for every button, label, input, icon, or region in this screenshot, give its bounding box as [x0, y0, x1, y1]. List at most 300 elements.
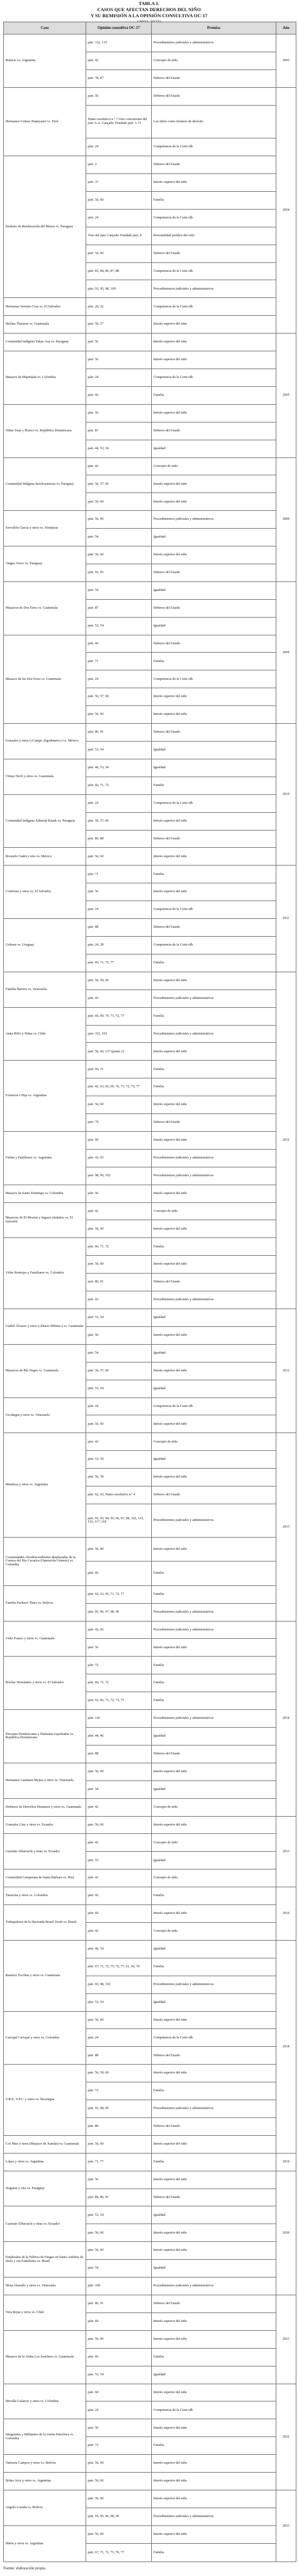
- opinion-cell: párr. 79: [86, 1114, 152, 1132]
- table-row: [4, 1007, 296, 1025]
- premisa-cell: Procedimientos judiciales y administrativos: [152, 1603, 276, 1621]
- opinion-cell: párr. 66: [86, 2348, 152, 2366]
- premisa-cell: Interés superior del niño: [152, 493, 276, 511]
- premisa-cell: Interés superior del niño: [152, 174, 276, 192]
- case-name-cell: Ramírez Escobar y otros vs. Guatemala: [4, 1940, 86, 2011]
- table-row: [4, 1834, 296, 1852]
- opinion-cell: párr. 42: [86, 1834, 152, 1852]
- case-name-cell: María y otros vs. Argentina: [4, 2525, 86, 2562]
- opinion-cell: párr. 66: [86, 1561, 152, 1586]
- opinion-cell: párr. 109: [86, 2277, 152, 2295]
- opinion-cell: párr. 60: [86, 1131, 152, 1149]
- opinion-cell: párr. 44, 53, 54: [86, 440, 152, 457]
- opinion-cell: párr. 87: [86, 599, 152, 617]
- premisa-cell: Familia: [152, 386, 276, 404]
- premisa-cell: Interés superior del niño: [152, 2473, 276, 2490]
- header-caso: Caso: [4, 22, 86, 34]
- premisa-cell: Competencia de la Corte idh: [152, 936, 276, 954]
- title-line-2: CASOS QUE AFECTAN DERECHOS DEL NIÑO: [97, 7, 201, 12]
- premisa-cell: Competencia de la Corte idh: [152, 1398, 276, 1415]
- premisa-cell: Familia: [152, 954, 276, 972]
- opinion-cell: párr. 84, 86, 91: [86, 2189, 152, 2206]
- case-name-cell: Niñas Yean y Bosico vs. República Dominicana: [4, 404, 86, 457]
- premisa-cell: Interés superior del niño: [152, 1537, 276, 1561]
- premisa-cell: Interés superior del niño: [152, 972, 276, 989]
- opinion-cell: párr. 60: [86, 2384, 152, 2401]
- premisa-cell: Concepto de niño: [152, 52, 276, 69]
- opinion-cell: párr. 56, 60: [86, 1537, 152, 1561]
- case-name-cell: Personas Dominicanas y Haitianas expulsadas vs. República Dominicana: [4, 1710, 86, 1763]
- opinion-cell: párr. 66: [86, 1887, 152, 1905]
- year-cell: 2021: [276, 2295, 296, 2384]
- case-name-cell: Molina Theissen vs. Guatemala: [4, 316, 86, 334]
- premisa-cell: Deberes del Estado: [152, 2047, 276, 2065]
- opinion-cell: párr. 78, 87: [86, 69, 152, 87]
- year-cell: 2006: [276, 457, 296, 581]
- case-name-cell: Gonzales y otros («Campo Algodonero») vs. México: [4, 724, 86, 759]
- opinion-cell: párr. 42: [86, 457, 152, 475]
- case-name-cell: Masacres de Río Negro vs. Guatemala: [4, 1344, 86, 1398]
- premisa-cell: Familia: [152, 1238, 276, 1256]
- opinion-cell: párr. 56, 60: [86, 1220, 152, 1238]
- premisa-cell: Interés superior del niño: [152, 334, 276, 351]
- premisa-cell: Interés superior del niño: [152, 2224, 276, 2242]
- opinion-cell: párr. 53: [86, 1852, 152, 1869]
- case-name-cell: Atala Riffo y Niñas vs. Chile: [4, 1007, 86, 1061]
- case-name-cell: Furlan y Familiares vs. Argentina: [4, 1131, 86, 1185]
- case-name-cell: Chitay Nech y otros vs. Guatemala: [4, 759, 86, 794]
- case-name-cell: Vélez Restrepo y Familiares vs. Colombia: [4, 1238, 86, 1309]
- opinion-cell: párr. 46, 54: [86, 1940, 152, 1958]
- table-row: [4, 1433, 296, 1451]
- premisa-cell: Deberes del Estado: [152, 599, 276, 617]
- premisa-cell: Deberes del Estado: [152, 830, 276, 848]
- opinion-cell: párr. 56, 60: [86, 1816, 152, 1834]
- premisa-cell: Procedimientos judiciales y administrativos: [152, 1976, 276, 1993]
- opinion-cell: párr. 2: [86, 156, 152, 174]
- opinion-cell: párr. 56, 57, 60: [86, 688, 152, 706]
- premisa-cell: Procedimientos judiciales y administrativos: [152, 989, 276, 1007]
- premisa-cell: Deberes del Estado: [152, 69, 276, 87]
- premisa-cell: Familia: [152, 777, 276, 794]
- premisa-cell: Procedimientos judiciales y administrativos: [152, 511, 276, 529]
- case-name-cell: Masacre de las Dos Erres vs. Guatemala: [4, 635, 86, 724]
- premisa-cell: Igualdad: [152, 1852, 276, 1869]
- opinion-cell: párr. 53, 54: [86, 1993, 152, 2011]
- premisa-cell: Personalidad jurídica del niño: [152, 227, 276, 245]
- premisa-cell: Deberes del Estado: [152, 1274, 276, 1291]
- case-name-cell: Uzcátegui y otros vs. Venezuela: [4, 1398, 86, 1433]
- year-cell: 2016: [276, 1887, 296, 1941]
- premisa-cell: Procedimientos judiciales y administrativos: [152, 1291, 276, 1309]
- year-cell: 2014: [276, 1621, 296, 1816]
- year-cell: 2020: [276, 2171, 296, 2295]
- case-name-cell: Comunidad Indígena Xákmok Kásek vs. Paraguay: [4, 794, 86, 848]
- case-name-cell: Instituto de Reeducación del Menor vs. Paraguay: [4, 156, 86, 298]
- premisa-cell: Concepto de niño: [152, 1922, 276, 1940]
- opinion-cell: párr. 42: [86, 1202, 152, 1220]
- case-name-cell: Rochac Hernández y otros vs. El Salvador: [4, 1657, 86, 1710]
- opinion-cell: párr. 24: [86, 209, 152, 227]
- premisa-cell: Igualdad: [152, 2206, 276, 2224]
- opinion-cell: párr. 54: [86, 1344, 152, 1362]
- table-row: [4, 1131, 296, 1149]
- premisa-cell: Competencia de la Corte idh: [152, 2029, 276, 2047]
- premisa-cell: Competencia de la Corte idh: [152, 138, 276, 156]
- opinion-cell: párr. 42: [86, 1798, 152, 1816]
- year-cell: 2003: [276, 34, 296, 88]
- opinion-cell: párr. 88: [86, 919, 152, 937]
- premisa-cell: Igualdad: [152, 2366, 276, 2384]
- premisa-cell: Familia: [152, 2348, 276, 2366]
- table-row: [4, 2455, 296, 2473]
- case-name-cell: Masacres de Dos Erres vs. Guatemala: [4, 581, 86, 635]
- table-row: [4, 2153, 296, 2171]
- year-cell: 2010: [276, 724, 296, 866]
- opinion-cell: párr. 93: [86, 989, 152, 1007]
- opinion-cell: párr. 56, 60: [86, 2490, 152, 2508]
- opinion-cell: párr. 56, 60: [86, 1256, 152, 1274]
- premisa-cell: Interés superior del niño: [152, 1905, 276, 1923]
- opinion-cell: párr. 56, 60: [86, 2242, 152, 2260]
- opinion-cell: párr. 66, 71, 72: [86, 1238, 152, 1256]
- table-row: [4, 1869, 296, 1887]
- year-cell: 2022: [276, 2384, 296, 2490]
- premisa-cell: Familia: [152, 1585, 276, 1603]
- opinion-cell: párr. 56, 60: [86, 1096, 152, 1114]
- year-cell: 2005: [276, 334, 296, 457]
- premisa-cell: Concepto de niño: [152, 1834, 276, 1852]
- opinion-cell: párr. 62, 63, 66, 71, 72, 77: [86, 1585, 152, 1603]
- table-row: [4, 546, 296, 564]
- opinion-cell: párr. 24: [86, 901, 152, 919]
- opinion-cell: párr. 66, 71, 72, 77: [86, 954, 152, 972]
- case-name-cell: Guzmán Albarracín y otras vs. Ecuador: [4, 2206, 86, 2242]
- premisa-cell: Familia: [152, 1958, 276, 1976]
- opinion-cell: párr. 56, 60: [86, 2330, 152, 2348]
- opinion-cell: párr. 37: [86, 174, 152, 192]
- premisa-cell: Concepto de niño: [152, 1798, 276, 1816]
- table-row: [4, 351, 296, 369]
- premisa-cell: Igualdad: [152, 1781, 276, 1798]
- premisa-cell: Igualdad: [152, 1344, 276, 1362]
- opinion-cell: párr. 56, 60: [86, 2455, 152, 2473]
- opinion-cell: párr. 53, 54: [86, 742, 152, 759]
- opinion-cell: párr. 53, 54: [86, 2206, 152, 2224]
- opinion-cell: párr. 62, 66, 71, 72, 73, 75: [86, 1692, 152, 1710]
- premisa-cell: Competencia de la Corte idh: [152, 2401, 276, 2419]
- year-cell: 2009: [276, 581, 296, 723]
- premisa-cell: Igualdad: [152, 529, 276, 546]
- opinion-cell: párr. 20, 22: [86, 298, 152, 316]
- premisa-cell: Interés superior del niño: [152, 688, 276, 706]
- table-row: [4, 848, 296, 866]
- opinion-cell: párr. 56, 57: [86, 316, 152, 334]
- premisa-cell: Igualdad: [152, 1451, 276, 1469]
- case-name-cell: Masacre de Mapiripán vs. Colombia: [4, 351, 86, 405]
- opinion-cell: párr. 67, 71, 72, 73, 76, 77: [86, 2543, 152, 2562]
- opinion-cell: párr. 56, 57, 60: [86, 475, 152, 493]
- table-row: [4, 1585, 296, 1603]
- premisa-cell: Deberes del Estado: [152, 724, 276, 742]
- premisa-cell: Deberes del Estado: [152, 1745, 276, 1763]
- case-name-cell: Bulacio vs. Argentina: [4, 34, 86, 88]
- case-name-cell: Brítez Arce y otros vs. Argentina: [4, 2473, 86, 2490]
- case-name-cell: Masacre de Santo Domingo vs. Colombia: [4, 1185, 86, 1202]
- opinion-cell: párr. 53, 54: [86, 1309, 152, 1327]
- opinion-cell: párr. 24, 28: [86, 936, 152, 954]
- opinion-cell: párr. 93, 95, 94, 95, 96, 97, 98, 102, 115, 116, 117, 118: [86, 1504, 152, 1537]
- premisa-cell: Interés superior del niño: [152, 2171, 276, 2189]
- premisa-cell: Interés superior del niño: [152, 2065, 276, 2082]
- case-name-cell: Guzmán Albarracín y otras vs. Ecuador: [4, 1834, 86, 1869]
- table-row: [4, 972, 296, 989]
- table-row: [4, 2206, 296, 2224]
- premisa-cell: Interés superior del niño: [152, 706, 276, 724]
- case-name-cell: Empleados de la Fábrica de Fuegos en Santo Antônio de Jesus y sus Familiares vs. Brasil: [4, 2242, 86, 2277]
- premisa-cell: Familia: [152, 2153, 276, 2171]
- opinion-cell: párr. 42: [86, 52, 152, 69]
- header-opinion: Opinión consultiva OC-17: [86, 22, 152, 34]
- opinion-cell: párr. 24: [86, 2029, 152, 2047]
- table-row: [4, 1309, 296, 1327]
- premisa-cell: Familia: [152, 1657, 276, 1674]
- case-name-cell: Gelman vs. Uruguay: [4, 919, 86, 972]
- opinion-cell: párr. 54: [86, 581, 152, 599]
- premisa-cell: Procedimientos judiciales y administrativos: [152, 1149, 276, 1167]
- opinion-cell: párr. 56: [86, 1639, 152, 1657]
- opinion-cell: Punto resolutivo n.º 1 Voto concurrente del juez A.A. Cançado Trindade párr. 1-71: [86, 105, 152, 138]
- opinion-cell: párr. 98, 99, 102: [86, 1167, 152, 1185]
- year-cell: 2012: [276, 972, 296, 1309]
- premisa-cell: Concepto de niño: [152, 1202, 276, 1220]
- premisa-cell: Competencia de la Corte idh: [152, 794, 276, 812]
- table-row: [4, 794, 296, 812]
- case-name-cell: Hermanas Serrano Cruz vs. El Salvador: [4, 298, 86, 316]
- case-name-cell: Movilla Galarcio y otros vs. Colombia: [4, 2384, 86, 2419]
- opinion-cell: párr. 83, 84, 86, 87, 88: [86, 262, 152, 280]
- table-row: [4, 298, 296, 316]
- table-row: [4, 404, 296, 422]
- table-row: [4, 2490, 296, 2508]
- opinion-cell: párr. 56, 60: [86, 191, 152, 209]
- opinion-cell: párr. 66: [86, 386, 152, 404]
- premisa-cell: Igualdad: [152, 742, 276, 759]
- opinion-cell: párr. 93, 95, 98, 109: [86, 280, 152, 298]
- case-name-cell: Angulo Losada vs. Bolivia: [4, 2490, 86, 2525]
- premisa-cell: Interés superior del niño: [152, 2313, 276, 2330]
- opinion-cell: párr. 53, 54: [86, 1380, 152, 1398]
- premisa-cell: Deberes del Estado: [152, 2189, 276, 2206]
- opinion-cell: párr. 56: [86, 334, 152, 351]
- premisa-cell: Procedimientos judiciales y administrativos: [152, 1167, 276, 1185]
- case-name-cell: Gonzales Lluy y otros vs. Ecuador: [4, 1816, 86, 1834]
- table-row: [4, 1398, 296, 1415]
- opinion-cell: párr. 56: [86, 2171, 152, 2189]
- table-row: [4, 2384, 296, 2401]
- case-name-cell: V.R.P., V.P.C. y otros vs. Nicaragua: [4, 2065, 86, 2136]
- case-name-cell: Hermanos Gómez Paquiyauri vs. Perú: [4, 87, 86, 156]
- premisa-cell: Procedimientos judiciales y administrativos: [152, 2100, 276, 2118]
- case-name-cell: Valencia Campos y otros vs. Bolivia: [4, 2455, 86, 2473]
- opinion-cell: párr. 87: [86, 422, 152, 440]
- opinion-cell: párr. 62, 63; Punto resolutivo n.º 4: [86, 1486, 152, 1504]
- table-row: [4, 1185, 296, 1202]
- premisa-cell: Deberes del Estado: [152, 422, 276, 440]
- opinion-cell: párr. 24: [86, 2401, 152, 2419]
- premisa-cell: Interés superior del niño: [152, 2384, 276, 2401]
- premisa-cell: Procedimientos judiciales y administrativos: [152, 2277, 276, 2295]
- opinion-cell: párr. 93: [86, 1291, 152, 1309]
- premisa-cell: Concepto de niño: [152, 1433, 276, 1451]
- table-row: [4, 2277, 296, 2295]
- premisa-cell: Deberes del Estado: [152, 564, 276, 581]
- premisa-cell: Interés superior del niño: [152, 1362, 276, 1380]
- premisa-cell: Interés superior del niño: [152, 883, 276, 901]
- opinion-cell: Voto del juez Cançado Trindade párr. 8: [86, 227, 152, 245]
- opinion-cell: párr. 42: [86, 1433, 152, 1451]
- case-name-cell: Véliz Franco y otros vs. Guatemala: [4, 1621, 86, 1657]
- case-name-cell: Gudiel Álvarez y otros («Diario Militar») vs. Guatemala: [4, 1309, 86, 1345]
- premisa-cell: Familia: [152, 2082, 276, 2100]
- opinion-cell: párr. 110: [86, 1710, 152, 1728]
- premisa-cell: Competencia de la Corte idh: [152, 670, 276, 688]
- opinion-cell: párr. 86: [86, 2117, 152, 2135]
- premisa-cell: Igualdad: [152, 1940, 276, 1958]
- premisa-cell: Los niños como titulares de derecho: [152, 105, 276, 138]
- premisa-cell: Interés superior del niño: [152, 2525, 276, 2543]
- opinion-cell: párr. 54: [86, 1781, 152, 1798]
- year-cell: 2004: [276, 87, 296, 333]
- table-row: [4, 1344, 296, 1362]
- premisa-cell: Interés superior del niño: [152, 2419, 276, 2437]
- opinion-cell: párr. 132, 133: [86, 34, 152, 52]
- case-name-cell: Servellón García y otros vs. Honduras: [4, 511, 86, 546]
- opinion-cell: párr. 44, 46: [86, 1728, 152, 1745]
- case-name-cell: Rosendo Cantú y otra vs. México: [4, 848, 86, 866]
- table-row: [4, 2525, 296, 2543]
- case-name-cell: Carvajal Carvajal y otros vs. Colombia: [4, 2011, 86, 2065]
- table-row: [4, 1061, 296, 1078]
- year-cell: 2013: [276, 1433, 296, 1621]
- opinion-cell: párr. 56: [86, 883, 152, 901]
- opinion-cell: párr. 88: [86, 2047, 152, 2065]
- opinion-cell: párr. 54: [86, 529, 152, 546]
- table-row: [4, 1940, 296, 1958]
- table-row: [4, 2065, 296, 2082]
- title-line-3: Y SU REMISIÓN A LA OPINIÓN CONSULTIVA OC-17: [90, 13, 208, 18]
- premisa-cell: Competencia de la Corte idh: [152, 901, 276, 919]
- table-row: [4, 635, 296, 653]
- table-row: [4, 1816, 296, 1834]
- case-name-cell: Vargas Areco vs. Paraguay: [4, 546, 86, 582]
- case-name-cell: Comunidad Indígena Sawhoyamaxa vs. Paraguay: [4, 457, 86, 511]
- case-name-cell: Coc Max y otros (Masacre de Xamán) vs. Guatemala: [4, 2135, 86, 2153]
- table-row: [4, 34, 296, 52]
- table-row: [4, 334, 296, 351]
- premisa-cell: Interés superior del niño: [152, 475, 276, 493]
- opinion-cell: párr. 56, 60: [86, 2011, 152, 2029]
- opinion-cell: párr. 93, 98, 102: [86, 1976, 152, 1993]
- premisa-cell: Deberes del Estado: [152, 2295, 276, 2313]
- opinion-cell: párr. 46, 53, 54: [86, 759, 152, 777]
- premisa-cell: Deberes del Estado: [152, 1114, 276, 1132]
- premisa-cell: Deberes del Estado: [152, 919, 276, 937]
- opinion-cell: párr. 56, 60: [86, 245, 152, 262]
- case-name-cell: Mendoza y otros vs. Argentina: [4, 1433, 86, 1537]
- opinion-cell: párr. 53, 54: [86, 617, 152, 635]
- opinion-cell: párr. 66: [86, 635, 152, 653]
- premisa-cell: Interés superior del niño: [152, 404, 276, 422]
- table-row: [4, 511, 296, 529]
- opinion-cell: párr. 71: [86, 653, 152, 670]
- premisa-cell: Familia: [152, 2437, 276, 2455]
- premisa-cell: Deberes del Estado: [152, 156, 276, 174]
- table-row: [4, 581, 296, 599]
- opinion-cell: párr. 56: [86, 87, 152, 105]
- premisa-cell: Interés superior del niño: [152, 1131, 276, 1149]
- case-name-cell: Forneron e Hija vs. Argentina: [4, 1061, 86, 1132]
- table-row: [4, 457, 296, 475]
- opinion-cell: párr. 56, 60: [86, 2224, 152, 2242]
- table-row: [4, 2011, 296, 2029]
- opinion-cell: párr. 56, 60: [86, 706, 152, 724]
- premisa-cell: Igualdad: [152, 581, 276, 599]
- opinion-cell: párr. 56, 60: [86, 848, 152, 866]
- table-row: [4, 2330, 296, 2348]
- opinion-cell: párr. 24: [86, 1398, 152, 1415]
- header-premisa: Premisa: [152, 22, 276, 34]
- table-row: [4, 1887, 296, 1905]
- opinion-cell: párr. 86, 91: [86, 724, 152, 742]
- opinion-cell: párr. 56, 60: [86, 1763, 152, 1781]
- opinion-cell: párr. 86, 91: [86, 1274, 152, 1291]
- premisa-cell: Deberes del Estado: [152, 245, 276, 262]
- opinion-cell: párr. 24: [86, 138, 152, 156]
- case-name-cell: Vera Rojas y otros vs. Chile: [4, 2295, 86, 2331]
- premisa-cell: Interés superior del niño: [152, 2242, 276, 2260]
- table-row: [4, 2473, 296, 2490]
- opinion-cell: párr. 42, 63: [86, 1149, 152, 1167]
- premisa-cell: Procedimientos judiciales y administrativos: [152, 280, 276, 298]
- premisa-cell: Procedimientos judiciales y administrativos: [152, 34, 276, 52]
- opinion-cell: párr. 101, 102: [86, 1025, 152, 1043]
- premisa-cell: Competencia de la Corte idh: [152, 369, 276, 386]
- table-row: [4, 759, 296, 777]
- premisa-cell: Interés superior del niño: [152, 1469, 276, 1486]
- premisa-cell: Interés superior del niño: [152, 1639, 276, 1657]
- premisa-cell: Interés superior del niño: [152, 2011, 276, 2029]
- opinion-cell: párr. 56, 59, 60: [86, 2065, 152, 2082]
- premisa-cell: Familia: [152, 1061, 276, 1078]
- opinion-cell: párr. 56: [86, 1326, 152, 1344]
- opinion-cell: párr. 56, 57, 60: [86, 812, 152, 830]
- premisa-cell: Interés superior del niño: [152, 2135, 276, 2153]
- opinion-cell: párr. 93, 95: [86, 564, 152, 581]
- year-cell: 2023: [276, 2490, 296, 2562]
- premisa-cell: Deberes del Estado: [152, 1486, 276, 1504]
- premisa-cell: Igualdad: [152, 2260, 276, 2277]
- premisa-cell: Interés superior del niño: [152, 1763, 276, 1781]
- premisa-cell: Interés superior del niño: [152, 1220, 276, 1238]
- year-cell: 2019: [276, 2153, 296, 2171]
- opinion-cell: párr. 56, 60: [86, 546, 152, 564]
- premisa-cell: Interés superior del niño: [152, 2330, 276, 2348]
- case-name-cell: Comunidad Indígena Yakye Axa vs. Paraguay: [4, 334, 86, 351]
- premisa-cell: Competencia de la Corte idh: [152, 262, 276, 280]
- case-name-cell: Comunidad Campesina de Santa Bárbara vs. Perú: [4, 1869, 86, 1887]
- opinion-cell: párr. 72: [86, 2437, 152, 2455]
